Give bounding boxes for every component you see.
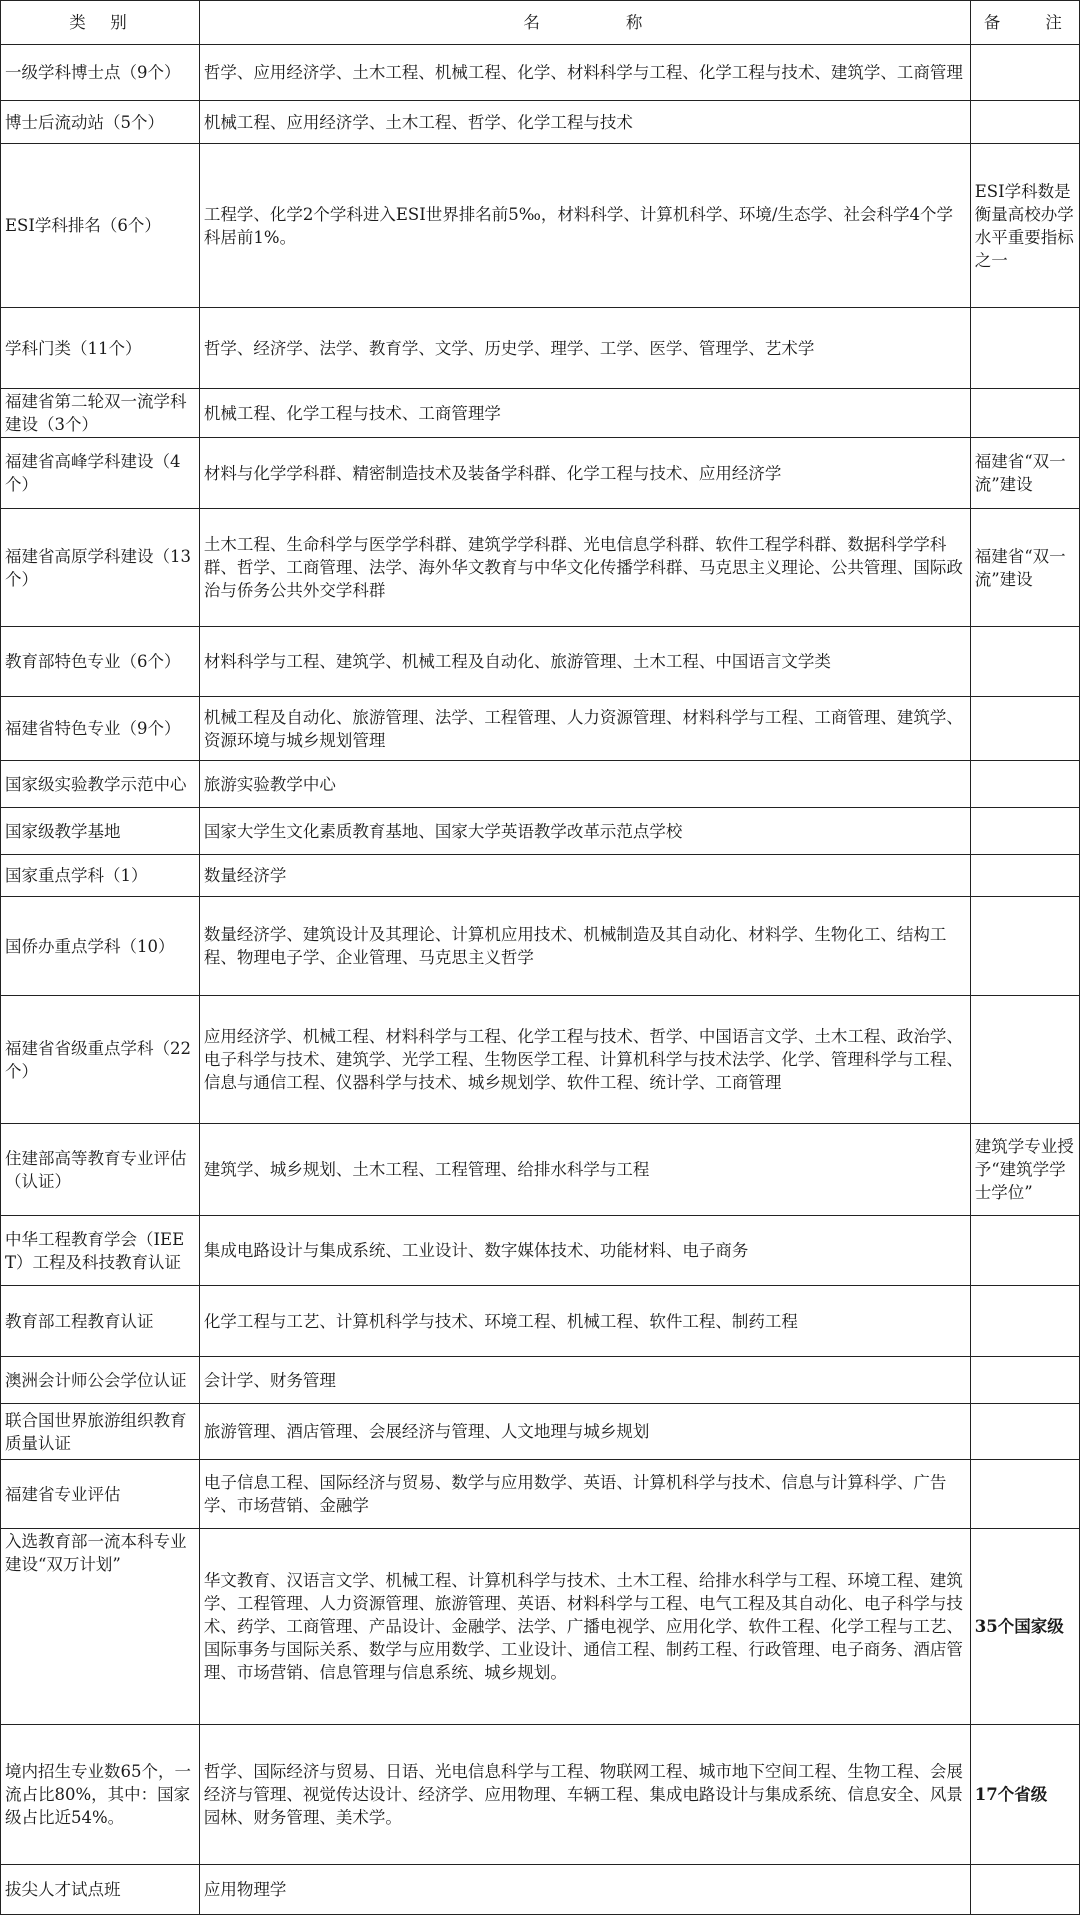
row-category: 福建省特色专业（9个） [1,697,200,761]
row-note: 福建省“双一流”建设 [970,438,1079,509]
row-category: 中华工程教育学会（IEET）工程及科技教育认证 [1,1216,200,1286]
row-category: ESI学科排名（6个） [1,144,200,308]
row-note [970,45,1079,101]
row-note [970,1460,1079,1529]
table-row [1,509,1080,627]
row-category: 住建部高等教育专业评估（认证） [1,1124,200,1216]
row-note [970,808,1079,855]
row-name: 机械工程及自动化、旅游管理、法学、工程管理、人力资源管理、材料科学与工程、工商管理、建筑学、资源环境与城乡规划管理 [199,697,970,761]
row-note: 35个国家级 [970,1529,1079,1725]
row-category: 教育部特色专业（6个） [1,627,200,697]
row-category: 国家级实验教学示范中心 [1,761,200,808]
row-category: 国侨办重点学科（10） [1,897,200,996]
table-row [1,808,1080,855]
table-row [1,45,1080,101]
row-category: 福建省第二轮双一流学科建设（3个） [1,389,200,438]
row-note [970,101,1079,144]
row-name: 机械工程、化学工程与技术、工商管理学 [199,389,970,438]
header-category: 类 别 [1,1,200,45]
row-name: 工程学、化学2个学科进入ESI世界排名前5‰，材料科学、计算机科学、环境/生态学、社会科学4个学科居前1%。 [199,144,970,308]
table-row [1,1286,1080,1357]
table-row [1,1216,1080,1286]
table-row [1,1725,1080,1865]
table-row [1,697,1080,761]
table-row [1,308,1080,389]
row-category: 国家重点学科（1） [1,855,200,897]
header-note: 备 注 [970,1,1079,45]
row-category: 澳洲会计师公会学位认证 [1,1357,200,1404]
table-row [1,761,1080,808]
row-category: 境内招生专业数65个，一流占比80%，其中：国家级占比近54%。 [1,1725,200,1865]
row-note: 福建省“双一流”建设 [970,509,1079,627]
row-name: 应用经济学、机械工程、材料科学与工程、化学工程与技术、哲学、中国语言文学、土木工程、政治学、电子科学与技术、建筑学、光学工程、生物医学工程、计算机科学与技术法学、化学、管理科学与工程、信息与通信工程、仪器科学与技术、城乡规划学、软件工程、统计学、工商管理 [199,996,970,1124]
row-name: 应用物理学 [199,1865,970,1915]
row-name: 建筑学、城乡规划、土木工程、工程管理、给排水科学与工程 [199,1124,970,1216]
row-note [970,1216,1079,1286]
row-name: 旅游管理、酒店管理、会展经济与管理、人文地理与城乡规划 [199,1404,970,1460]
table-row [1,1865,1080,1915]
row-note: 建筑学专业授予“建筑学学士学位” [970,1124,1079,1216]
row-note [970,996,1079,1124]
table-row [1,627,1080,697]
row-note [970,855,1079,897]
row-name: 哲学、国际经济与贸易、日语、光电信息科学与工程、物联网工程、城市地下空间工程、生物工程、会展经济与管理、视觉传达设计、经济学、应用物理、车辆工程、集成电路设计与集成系统、信息安全、风景园林、财务管理、美术学。 [199,1725,970,1865]
row-name: 哲学、经济学、法学、教育学、文学、历史学、理学、工学、医学、管理学、艺术学 [199,308,970,389]
row-name: 旅游实验教学中心 [199,761,970,808]
row-note: ESI学科数是衡量高校办学水平重要指标之一 [970,144,1079,308]
table-row [1,101,1080,144]
row-note [970,697,1079,761]
row-name: 机械工程、应用经济学、土木工程、哲学、化学工程与技术 [199,101,970,144]
table-row [1,389,1080,438]
row-category: 入选教育部一流本科专业建设“双万计划” [1,1529,200,1725]
row-note [970,761,1079,808]
table-row [1,1404,1080,1460]
row-name: 华文教育、汉语言文学、机械工程、计算机科学与技术、土木工程、给排水科学与工程、环境工程、建筑学、工程管理、人力资源管理、旅游管理、英语、材料科学与工程、电气工程及其自动化、电子科学与技术、药学、工商管理、产品设计、金融学、法学、广播电视学、应用化学、软件工程、化学工程与工艺、国际事务与国际关系、数学与应用数学、工业设计、通信工程、制药工程、行政管理、电子商务、酒店管理、市场营销、信息管理与信息系统、城乡规划。 [199,1529,970,1725]
row-category: 福建省专业评估 [1,1460,200,1529]
table-header-row [1,1,1080,45]
table-row [1,438,1080,509]
table-row [1,855,1080,897]
row-category: 教育部工程教育认证 [1,1286,200,1357]
row-note [970,1865,1079,1915]
row-category: 福建省高原学科建设（13个） [1,509,200,627]
row-note [970,627,1079,697]
row-category: 福建省高峰学科建设（4个） [1,438,200,509]
table-row [1,144,1080,308]
row-note [970,1357,1079,1404]
row-category: 学科门类（11个） [1,308,200,389]
row-note [970,897,1079,996]
table-row [1,1357,1080,1404]
row-note [970,389,1079,438]
row-name: 国家大学生文化素质教育基地、国家大学英语教学改革示范点学校 [199,808,970,855]
row-name: 土木工程、生命科学与医学学科群、建筑学学科群、光电信息学科群、软件工程学科群、数据科学学科群、哲学、工商管理、法学、海外华文教育与中华文化传播学科群、马克思主义理论、公共管理、国际政治与侨务公共外交学科群 [199,509,970,627]
row-note: 17个省级 [970,1725,1079,1865]
row-category: 联合国世界旅游组织教育质量认证 [1,1404,200,1460]
table-row [1,897,1080,996]
row-name: 数量经济学 [199,855,970,897]
table-row [1,1529,1080,1725]
row-category: 国家级教学基地 [1,808,200,855]
row-category: 拔尖人才试点班 [1,1865,200,1915]
row-category: 一级学科博士点（9个） [1,45,200,101]
table-row [1,996,1080,1124]
row-category: 福建省省级重点学科（22个） [1,996,200,1124]
row-name: 集成电路设计与集成系统、工业设计、数字媒体技术、功能材料、电子商务 [199,1216,970,1286]
header-name: 名 称 [199,1,970,45]
row-name: 电子信息工程、国际经济与贸易、数学与应用数学、英语、计算机科学与技术、信息与计算科学、广告学、市场营销、金融学 [199,1460,970,1529]
row-note [970,308,1079,389]
row-name: 会计学、财务管理 [199,1357,970,1404]
row-name: 哲学、应用经济学、土木工程、机械工程、化学、材料科学与工程、化学工程与技术、建筑学、工商管理 [199,45,970,101]
row-name: 材料与化学学科群、精密制造技术及装备学科群、化学工程与技术、应用经济学 [199,438,970,509]
row-note [970,1286,1079,1357]
table-row [1,1124,1080,1216]
row-note [970,1404,1079,1460]
table-row [1,1460,1080,1529]
row-category: 博士后流动站（5个） [1,101,200,144]
row-name: 数量经济学、建筑设计及其理论、计算机应用技术、机械制造及其自动化、材料学、生物化工、结构工程、物理电子学、企业管理、马克思主义哲学 [199,897,970,996]
row-name: 化学工程与工艺、计算机科学与技术、环境工程、机械工程、软件工程、制药工程 [199,1286,970,1357]
row-name: 材料科学与工程、建筑学、机械工程及自动化、旅游管理、土木工程、中国语言文学类 [199,627,970,697]
